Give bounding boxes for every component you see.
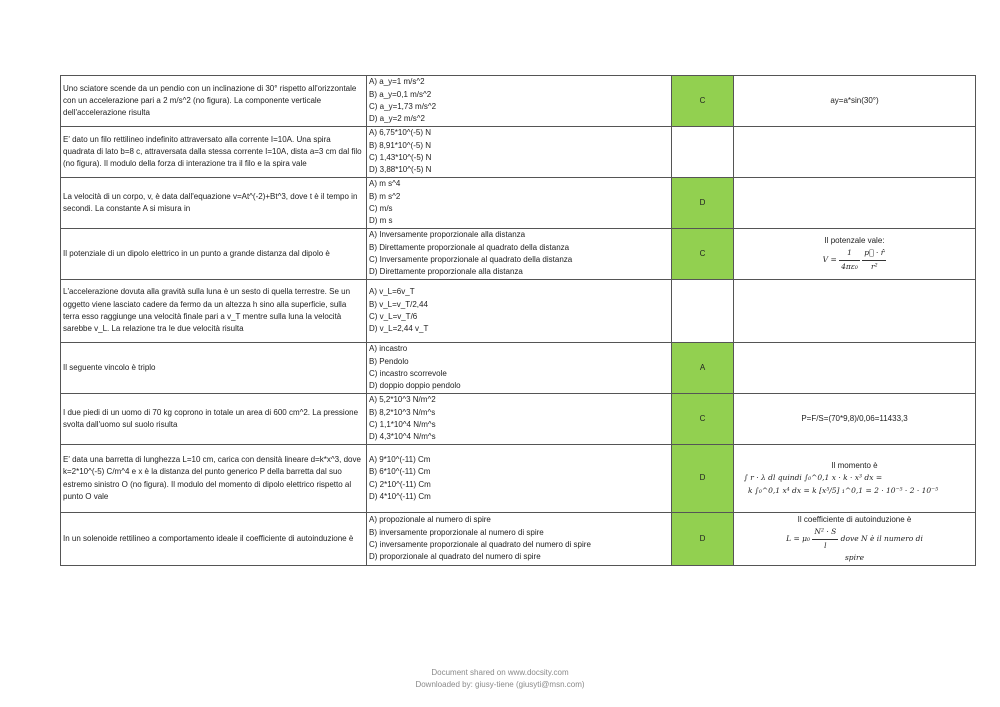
options-cell: [367, 343, 672, 394]
question-cell: Il seguente vincolo è triplo: [61, 343, 367, 394]
option-a: A) incastro: [369, 344, 408, 354]
option-a: A) a_y=1 m/s^2: [369, 77, 425, 87]
table-row: [61, 178, 976, 229]
option-c: C) Inversamente proporzionale al quadrato della distanza: [369, 255, 573, 264]
inductance-formula: [736, 526, 973, 552]
answer-cell: D: [672, 178, 734, 229]
fraction-numerator: 1: [839, 247, 860, 260]
formula-fraction: [812, 526, 838, 552]
table-row: [61, 445, 976, 513]
option-d: D) 4,3*10^4 N/m^s: [369, 432, 436, 442]
option-c: C) 2*10^(-11) Cm: [369, 479, 431, 489]
answer-cell: D: [672, 513, 734, 566]
question-cell: Uno sciatore scende da un pendio con un inclinazione di 30° rispetto all'orizzontale con un accelerazione pari a 2 m/s^2 (no figura). La componente verticale dell'accelerazione risulta: [61, 76, 367, 127]
table-row: [61, 280, 976, 343]
dipole-moment-formula-line-2: k ∫₀^0,1 x⁴ dx = k [x⁵/5] ₁^0,1 = 2 · 10⁻⁵ · 2 · 10⁻⁵: [748, 485, 939, 495]
option-b: B) Direttamente proporzionale al quadrato della distanza: [369, 242, 570, 252]
option-a: A) 5,2*10^3 N/m^2: [369, 395, 436, 405]
option-a: A) propozionale al numero di spire: [369, 515, 491, 525]
option-d: D) 3,88*10^(-5) N: [369, 165, 432, 175]
table-row: [61, 394, 976, 445]
option-a: A) 9*10^(-11) Cm: [369, 454, 431, 464]
option-a: A) Inversamente proporzionale alla distanza: [369, 230, 526, 240]
formula-rest-line-2: spire: [844, 552, 865, 562]
option-b: B) 6*10^(-11) Cm: [369, 467, 431, 477]
option-c: C) incastro scorrevole: [369, 369, 447, 378]
option-c: C) inversamente proporzionale al quadrato del numero di spire: [369, 540, 591, 549]
dipole-potential-formula: [736, 247, 973, 273]
options-cell: [367, 280, 672, 343]
options-cell: [367, 445, 672, 513]
option-b: B) 8,2*10^3 N/m^s: [369, 407, 436, 417]
question-cell: La velocità di un corpo, v, è data dall'equazione v=At^(-2)+Bt^3, dove t è il tempo in secondi. La constante A si misura in: [61, 178, 367, 229]
explanation-cell: [734, 343, 976, 394]
footer-download-notice: Downloaded by: giusy-tiene (giusyti@msn.com): [415, 680, 585, 689]
fraction-denominator: l: [824, 540, 827, 550]
explanation-cell: [734, 445, 976, 513]
question-cell: E' data una barretta di lunghezza L=10 cm, carica con densità lineare d=k*x^3, dove k=2*10^(-5) C/m^4 e x è la distanza del punto generico P della barretta dal suo estremo sinistro O (no figura). Il modulo del momento di dipolo elettrico rispetto al punto O vale: [61, 445, 367, 513]
explanation-cell: [734, 280, 976, 343]
answer-cell: C: [672, 394, 734, 445]
fraction-denominator: r²: [871, 261, 878, 271]
option-b: B) Pendolo: [369, 356, 409, 366]
option-d: D) a_y=2 m/s^2: [369, 114, 425, 124]
quiz-table: [60, 75, 976, 566]
formula-fraction: [839, 247, 860, 273]
options-cell: [367, 127, 672, 178]
answer-cell: A: [672, 343, 734, 394]
option-c: C) 1,1*10^4 N/m^s: [369, 420, 436, 429]
fraction-numerator: N² · S: [812, 526, 838, 539]
option-d: D) v_L=2,44 v_T: [369, 324, 429, 334]
options-cell: [367, 513, 672, 566]
explanation-cell: P=F/S=(70*9,8)/0,06=11433,3: [734, 394, 976, 445]
explanation-cell: [734, 229, 976, 280]
option-d: D) proporzionale al quadrato del numero di spire: [369, 552, 541, 562]
options-cell: [367, 229, 672, 280]
explanation-cell: ay=a*sin(30°): [734, 76, 976, 127]
options-cell: [367, 76, 672, 127]
option-b: B) m s^2: [369, 191, 401, 201]
question-cell: E' dato un filo rettilineo indefinito attraversato alla corrente I=10A. Una spira quadrata di lato b=8 c, attraversata dalla stessa corrente I=10A, dista a=3 cm dal filo (no figura). Il modulo della forza di interazione tra il filo e la spira vale: [61, 127, 367, 178]
answer-cell: [672, 127, 734, 178]
question-cell: Il potenziale di un dipolo elettrico in un punto a grande distanza dal dipolo è: [61, 229, 367, 280]
option-c: C) 1,43*10^(-5) N: [369, 153, 432, 162]
option-d: D) Direttamente proporzionale alla distanza: [369, 267, 523, 277]
option-a: A) m s^4: [369, 179, 401, 189]
formula-lhs: L = μ₀: [786, 534, 811, 543]
table-row: [61, 229, 976, 280]
question-cell: In un solenoide rettilineo a comportamento ideale il coefficiente di autoinduzione è: [61, 513, 367, 566]
option-b: B) a_y=0,1 m/s^2: [369, 89, 432, 99]
option-a: A) 6,75*10^(-5) N: [369, 128, 431, 138]
option-c: C) v_L=v_T/6: [369, 312, 418, 321]
table-row: [61, 513, 976, 566]
dipole-moment-formula-line-1: ∫ r · λ dl quindi ∫₀^0,1 x · k · x³ dx =: [744, 473, 883, 483]
option-b: B) 8,91*10^(-5) N: [369, 140, 431, 150]
table-row: [61, 127, 976, 178]
option-d: D) m s: [369, 216, 393, 226]
formula-lhs: V =: [822, 255, 837, 265]
question-cell: L'accelerazione dovuta alla gravità sulla luna è un sesto di quella terrestre. Se un oggetto viene lasciato cadere da fermo da un altezza h sino alla superficie, sulla terra esso raggiunge una velocità finale pari a v_T mentre sulla luna la velocità sarebbe v_L. La relazione tra le due velocità risulta: [61, 280, 367, 343]
option-d: D) 4*10^(-11) Cm: [369, 491, 431, 501]
answer-cell: [672, 280, 734, 343]
option-c: C) m/s: [369, 204, 393, 213]
option-b: B) v_L=v_T/2,44: [369, 299, 428, 309]
formula-rest: dove N è il numero di: [840, 534, 923, 543]
option-d: D) doppio doppio pendolo: [369, 381, 461, 391]
explanation-text: Il momento è: [831, 461, 878, 471]
table-row: [61, 343, 976, 394]
answer-cell: D: [672, 445, 734, 513]
fraction-denominator: 4πε₀: [841, 261, 858, 271]
explanation-text: Il coefficiente di autoinduzione è: [797, 514, 912, 524]
fraction-numerator: p⃗ · r̂: [862, 247, 886, 260]
formula-fraction: [862, 247, 886, 273]
explanation-text: Il potenzale vale:: [824, 236, 885, 246]
options-cell: [367, 394, 672, 445]
explanation-cell: [734, 127, 976, 178]
explanation-cell: [734, 178, 976, 229]
explanation-cell: [734, 513, 976, 566]
answer-cell: C: [672, 76, 734, 127]
option-c: C) a_y=1,73 m/s^2: [369, 102, 437, 111]
option-a: A) v_L=6v_T: [369, 287, 415, 297]
footer-shared-notice: Document shared on www.docsity.com: [431, 668, 569, 677]
question-cell: I due piedi di un uomo di 70 kg coprono in totale un area di 600 cm^2. La pressione svolta dall'uomo sul suolo risulta: [61, 394, 367, 445]
option-b: B) inversamente proporzionale al numero di spire: [369, 527, 544, 537]
table-row: [61, 76, 976, 127]
options-cell: [367, 178, 672, 229]
answer-cell: C: [672, 229, 734, 280]
